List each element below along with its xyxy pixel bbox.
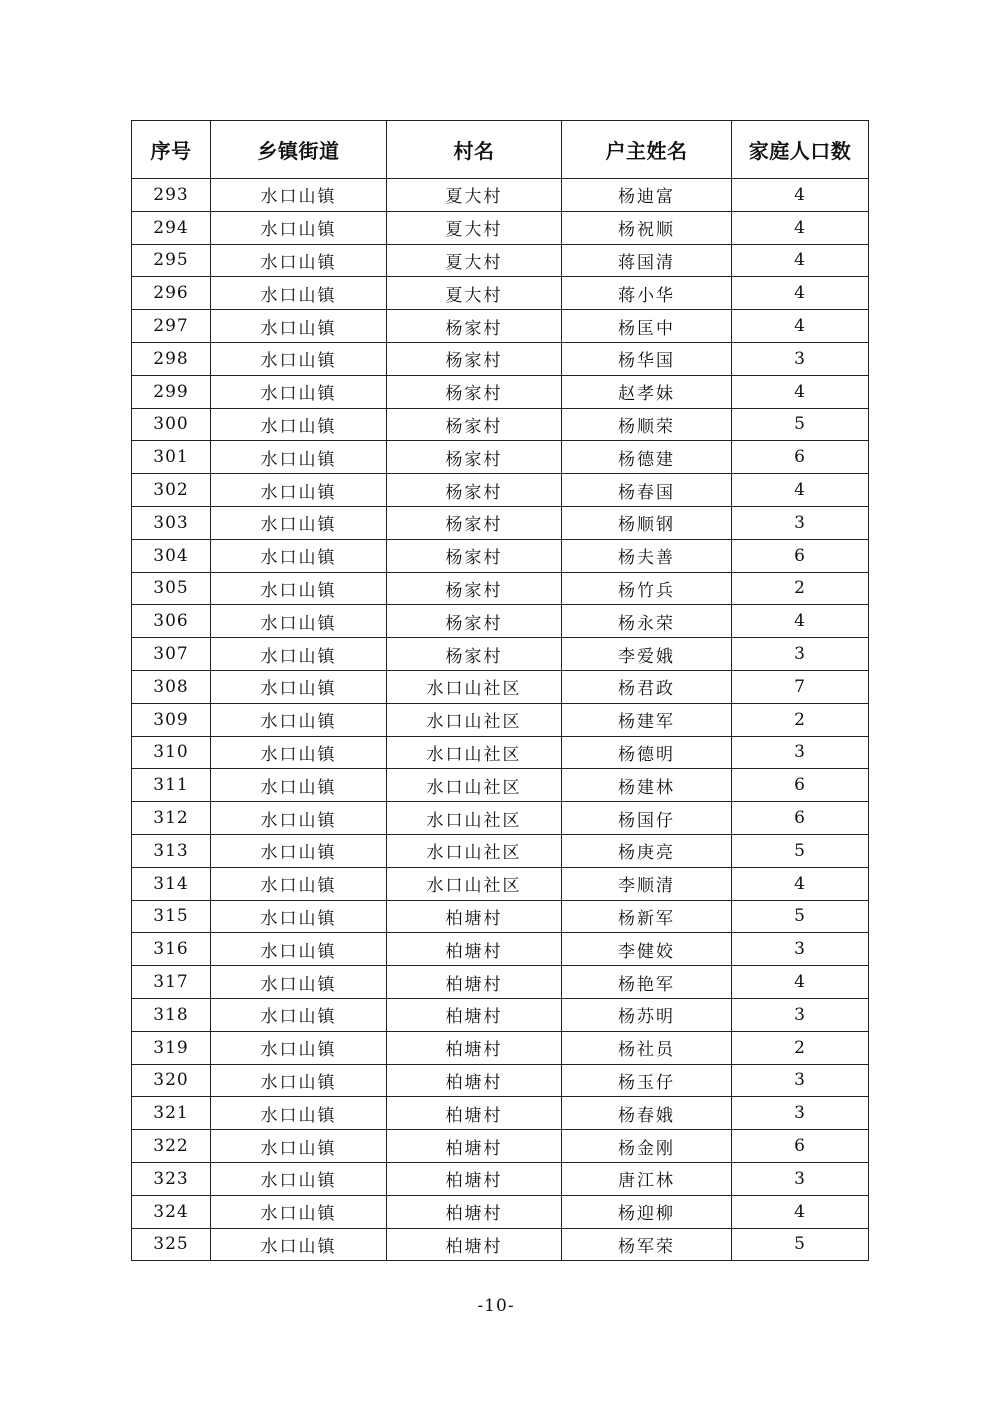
family-size-cell: 4 bbox=[732, 867, 869, 900]
village-cell: 杨家村 bbox=[387, 539, 562, 572]
householder-cell: 杨春娥 bbox=[562, 1097, 732, 1130]
householder-cell: 杨德建 bbox=[562, 441, 732, 474]
village-cell: 夏大村 bbox=[387, 179, 562, 212]
family-size-cell: 4 bbox=[732, 310, 869, 343]
table-row bbox=[132, 834, 869, 867]
township-cell: 水口山镇 bbox=[211, 605, 387, 638]
township-cell: 水口山镇 bbox=[211, 638, 387, 671]
serial-cell: 311 bbox=[132, 769, 211, 802]
serial-cell: 301 bbox=[132, 441, 211, 474]
householder-cell: 杨社员 bbox=[562, 1031, 732, 1064]
village-cell: 杨家村 bbox=[387, 572, 562, 605]
family-size-cell: 4 bbox=[732, 277, 869, 310]
householder-cell: 杨祝顺 bbox=[562, 211, 732, 244]
township-cell: 水口山镇 bbox=[211, 802, 387, 835]
village-cell: 杨家村 bbox=[387, 638, 562, 671]
serial-cell: 319 bbox=[132, 1031, 211, 1064]
township-cell: 水口山镇 bbox=[211, 1195, 387, 1228]
header-householder: 户主姓名 bbox=[562, 121, 732, 179]
family-size-cell: 6 bbox=[732, 769, 869, 802]
family-size-cell: 3 bbox=[732, 1162, 869, 1195]
table-row bbox=[132, 474, 869, 507]
township-cell: 水口山镇 bbox=[211, 277, 387, 310]
householder-cell: 杨德明 bbox=[562, 736, 732, 769]
family-size-cell: 2 bbox=[732, 1031, 869, 1064]
township-cell: 水口山镇 bbox=[211, 1031, 387, 1064]
serial-cell: 309 bbox=[132, 703, 211, 736]
family-size-cell: 6 bbox=[732, 539, 869, 572]
householder-cell: 杨国仔 bbox=[562, 802, 732, 835]
family-size-cell: 4 bbox=[732, 966, 869, 999]
village-cell: 杨家村 bbox=[387, 375, 562, 408]
serial-cell: 320 bbox=[132, 1064, 211, 1097]
family-size-cell: 3 bbox=[732, 1097, 869, 1130]
header-village: 村名 bbox=[387, 121, 562, 179]
table-row bbox=[132, 342, 869, 375]
village-cell: 柏塘村 bbox=[387, 1064, 562, 1097]
family-size-cell: 3 bbox=[732, 342, 869, 375]
table-row bbox=[132, 736, 869, 769]
township-cell: 水口山镇 bbox=[211, 441, 387, 474]
serial-cell: 300 bbox=[132, 408, 211, 441]
township-cell: 水口山镇 bbox=[211, 1130, 387, 1163]
serial-cell: 304 bbox=[132, 539, 211, 572]
family-size-cell: 4 bbox=[732, 474, 869, 507]
householder-cell: 杨金刚 bbox=[562, 1130, 732, 1163]
householder-cell: 杨迪富 bbox=[562, 179, 732, 212]
family-size-cell: 6 bbox=[732, 802, 869, 835]
householder-cell: 赵孝妹 bbox=[562, 375, 732, 408]
family-size-cell: 3 bbox=[732, 638, 869, 671]
township-cell: 水口山镇 bbox=[211, 834, 387, 867]
serial-cell: 298 bbox=[132, 342, 211, 375]
township-cell: 水口山镇 bbox=[211, 211, 387, 244]
township-cell: 水口山镇 bbox=[211, 670, 387, 703]
serial-cell: 323 bbox=[132, 1162, 211, 1195]
family-size-cell: 5 bbox=[732, 834, 869, 867]
householder-cell: 杨艳军 bbox=[562, 966, 732, 999]
table-row bbox=[132, 375, 869, 408]
village-cell: 水口山社区 bbox=[387, 834, 562, 867]
village-cell: 水口山社区 bbox=[387, 769, 562, 802]
table-row bbox=[132, 1097, 869, 1130]
township-cell: 水口山镇 bbox=[211, 375, 387, 408]
family-size-cell: 4 bbox=[732, 375, 869, 408]
village-cell: 水口山社区 bbox=[387, 802, 562, 835]
serial-cell: 297 bbox=[132, 310, 211, 343]
township-cell: 水口山镇 bbox=[211, 572, 387, 605]
householder-cell: 唐江林 bbox=[562, 1162, 732, 1195]
header-row bbox=[132, 121, 869, 179]
householder-cell: 杨春国 bbox=[562, 474, 732, 507]
table-row bbox=[132, 211, 869, 244]
table-row bbox=[132, 998, 869, 1031]
table-row bbox=[132, 605, 869, 638]
table-row bbox=[132, 572, 869, 605]
village-cell: 柏塘村 bbox=[387, 900, 562, 933]
township-cell: 水口山镇 bbox=[211, 966, 387, 999]
village-cell: 柏塘村 bbox=[387, 1228, 562, 1261]
table-row bbox=[132, 703, 869, 736]
header-township: 乡镇街道 bbox=[211, 121, 387, 179]
serial-cell: 322 bbox=[132, 1130, 211, 1163]
village-cell: 杨家村 bbox=[387, 310, 562, 343]
township-cell: 水口山镇 bbox=[211, 408, 387, 441]
village-cell: 杨家村 bbox=[387, 605, 562, 638]
page-number: -10- bbox=[477, 1296, 515, 1316]
table-row bbox=[132, 1031, 869, 1064]
householder-cell: 杨军荣 bbox=[562, 1228, 732, 1261]
serial-cell: 307 bbox=[132, 638, 211, 671]
village-cell: 夏大村 bbox=[387, 244, 562, 277]
serial-cell: 295 bbox=[132, 244, 211, 277]
village-cell: 杨家村 bbox=[387, 506, 562, 539]
serial-cell: 302 bbox=[132, 474, 211, 507]
serial-cell: 299 bbox=[132, 375, 211, 408]
table-row bbox=[132, 179, 869, 212]
family-size-cell: 4 bbox=[732, 244, 869, 277]
householder-cell: 杨新军 bbox=[562, 900, 732, 933]
householder-cell: 杨庚亮 bbox=[562, 834, 732, 867]
family-size-cell: 2 bbox=[732, 703, 869, 736]
serial-cell: 308 bbox=[132, 670, 211, 703]
family-size-cell: 4 bbox=[732, 1195, 869, 1228]
table-row bbox=[132, 769, 869, 802]
householder-cell: 杨华国 bbox=[562, 342, 732, 375]
township-cell: 水口山镇 bbox=[211, 1064, 387, 1097]
village-cell: 杨家村 bbox=[387, 342, 562, 375]
township-cell: 水口山镇 bbox=[211, 933, 387, 966]
table-row bbox=[132, 539, 869, 572]
table-row bbox=[132, 933, 869, 966]
householder-cell: 杨苏明 bbox=[562, 998, 732, 1031]
family-size-cell: 3 bbox=[732, 1064, 869, 1097]
township-cell: 水口山镇 bbox=[211, 703, 387, 736]
householder-cell: 杨建军 bbox=[562, 703, 732, 736]
village-cell: 柏塘村 bbox=[387, 1162, 562, 1195]
family-size-cell: 5 bbox=[732, 1228, 869, 1261]
table-row bbox=[132, 1228, 869, 1261]
township-cell: 水口山镇 bbox=[211, 244, 387, 277]
family-size-cell: 3 bbox=[732, 933, 869, 966]
serial-cell: 305 bbox=[132, 572, 211, 605]
family-size-cell: 3 bbox=[732, 506, 869, 539]
serial-cell: 318 bbox=[132, 998, 211, 1031]
table-header bbox=[132, 121, 869, 179]
township-cell: 水口山镇 bbox=[211, 342, 387, 375]
table-row bbox=[132, 638, 869, 671]
householder-cell: 杨竹兵 bbox=[562, 572, 732, 605]
householder-cell: 李爱娥 bbox=[562, 638, 732, 671]
family-size-cell: 4 bbox=[732, 605, 869, 638]
householder-cell: 杨匡中 bbox=[562, 310, 732, 343]
serial-cell: 325 bbox=[132, 1228, 211, 1261]
table-row bbox=[132, 867, 869, 900]
serial-cell: 315 bbox=[132, 900, 211, 933]
serial-cell: 293 bbox=[132, 179, 211, 212]
village-cell: 柏塘村 bbox=[387, 1195, 562, 1228]
table-row bbox=[132, 966, 869, 999]
table-row bbox=[132, 670, 869, 703]
township-cell: 水口山镇 bbox=[211, 310, 387, 343]
township-cell: 水口山镇 bbox=[211, 900, 387, 933]
township-cell: 水口山镇 bbox=[211, 1162, 387, 1195]
table-row bbox=[132, 802, 869, 835]
table-row bbox=[132, 1195, 869, 1228]
family-size-cell: 2 bbox=[732, 572, 869, 605]
township-cell: 水口山镇 bbox=[211, 736, 387, 769]
table-row bbox=[132, 1130, 869, 1163]
household-table bbox=[131, 120, 869, 1261]
householder-cell: 杨君政 bbox=[562, 670, 732, 703]
village-cell: 柏塘村 bbox=[387, 1031, 562, 1064]
householder-cell: 杨夫善 bbox=[562, 539, 732, 572]
table-row bbox=[132, 310, 869, 343]
householder-cell: 杨建林 bbox=[562, 769, 732, 802]
serial-cell: 303 bbox=[132, 506, 211, 539]
township-cell: 水口山镇 bbox=[211, 998, 387, 1031]
table-row bbox=[132, 900, 869, 933]
family-size-cell: 6 bbox=[732, 441, 869, 474]
householder-cell: 蒋小华 bbox=[562, 277, 732, 310]
township-cell: 水口山镇 bbox=[211, 1097, 387, 1130]
serial-cell: 296 bbox=[132, 277, 211, 310]
table-row bbox=[132, 441, 869, 474]
village-cell: 柏塘村 bbox=[387, 998, 562, 1031]
village-cell: 柏塘村 bbox=[387, 933, 562, 966]
header-family-size: 家庭人口数 bbox=[732, 121, 869, 179]
village-cell: 杨家村 bbox=[387, 408, 562, 441]
family-size-cell: 3 bbox=[732, 736, 869, 769]
householder-cell: 杨顺荣 bbox=[562, 408, 732, 441]
family-size-cell: 7 bbox=[732, 670, 869, 703]
header-serial: 序号 bbox=[132, 121, 211, 179]
village-cell: 柏塘村 bbox=[387, 1097, 562, 1130]
serial-cell: 312 bbox=[132, 802, 211, 835]
township-cell: 水口山镇 bbox=[211, 539, 387, 572]
village-cell: 杨家村 bbox=[387, 474, 562, 507]
village-cell: 柏塘村 bbox=[387, 1130, 562, 1163]
township-cell: 水口山镇 bbox=[211, 1228, 387, 1261]
village-cell: 杨家村 bbox=[387, 441, 562, 474]
table-row bbox=[132, 1064, 869, 1097]
serial-cell: 317 bbox=[132, 966, 211, 999]
family-size-cell: 5 bbox=[732, 900, 869, 933]
township-cell: 水口山镇 bbox=[211, 179, 387, 212]
serial-cell: 314 bbox=[132, 867, 211, 900]
table-row bbox=[132, 1162, 869, 1195]
family-size-cell: 4 bbox=[732, 179, 869, 212]
serial-cell: 306 bbox=[132, 605, 211, 638]
table-row bbox=[132, 277, 869, 310]
village-cell: 水口山社区 bbox=[387, 670, 562, 703]
village-cell: 水口山社区 bbox=[387, 867, 562, 900]
table-body bbox=[132, 179, 869, 1261]
serial-cell: 313 bbox=[132, 834, 211, 867]
township-cell: 水口山镇 bbox=[211, 867, 387, 900]
township-cell: 水口山镇 bbox=[211, 474, 387, 507]
serial-cell: 316 bbox=[132, 933, 211, 966]
township-cell: 水口山镇 bbox=[211, 769, 387, 802]
family-size-cell: 4 bbox=[732, 211, 869, 244]
village-cell: 水口山社区 bbox=[387, 736, 562, 769]
table-row bbox=[132, 408, 869, 441]
family-size-cell: 5 bbox=[732, 408, 869, 441]
table-row bbox=[132, 244, 869, 277]
serial-cell: 294 bbox=[132, 211, 211, 244]
serial-cell: 324 bbox=[132, 1195, 211, 1228]
householder-cell: 杨永荣 bbox=[562, 605, 732, 638]
householder-cell: 杨顺钢 bbox=[562, 506, 732, 539]
householder-cell: 李健姣 bbox=[562, 933, 732, 966]
serial-cell: 310 bbox=[132, 736, 211, 769]
village-cell: 柏塘村 bbox=[387, 966, 562, 999]
serial-cell: 321 bbox=[132, 1097, 211, 1130]
family-size-cell: 6 bbox=[732, 1130, 869, 1163]
family-size-cell: 3 bbox=[732, 998, 869, 1031]
township-cell: 水口山镇 bbox=[211, 506, 387, 539]
householder-cell: 蒋国清 bbox=[562, 244, 732, 277]
table-row bbox=[132, 506, 869, 539]
householder-cell: 杨迎柳 bbox=[562, 1195, 732, 1228]
householder-cell: 李顺清 bbox=[562, 867, 732, 900]
village-cell: 水口山社区 bbox=[387, 703, 562, 736]
householder-cell: 杨玉仔 bbox=[562, 1064, 732, 1097]
village-cell: 夏大村 bbox=[387, 277, 562, 310]
village-cell: 夏大村 bbox=[387, 211, 562, 244]
